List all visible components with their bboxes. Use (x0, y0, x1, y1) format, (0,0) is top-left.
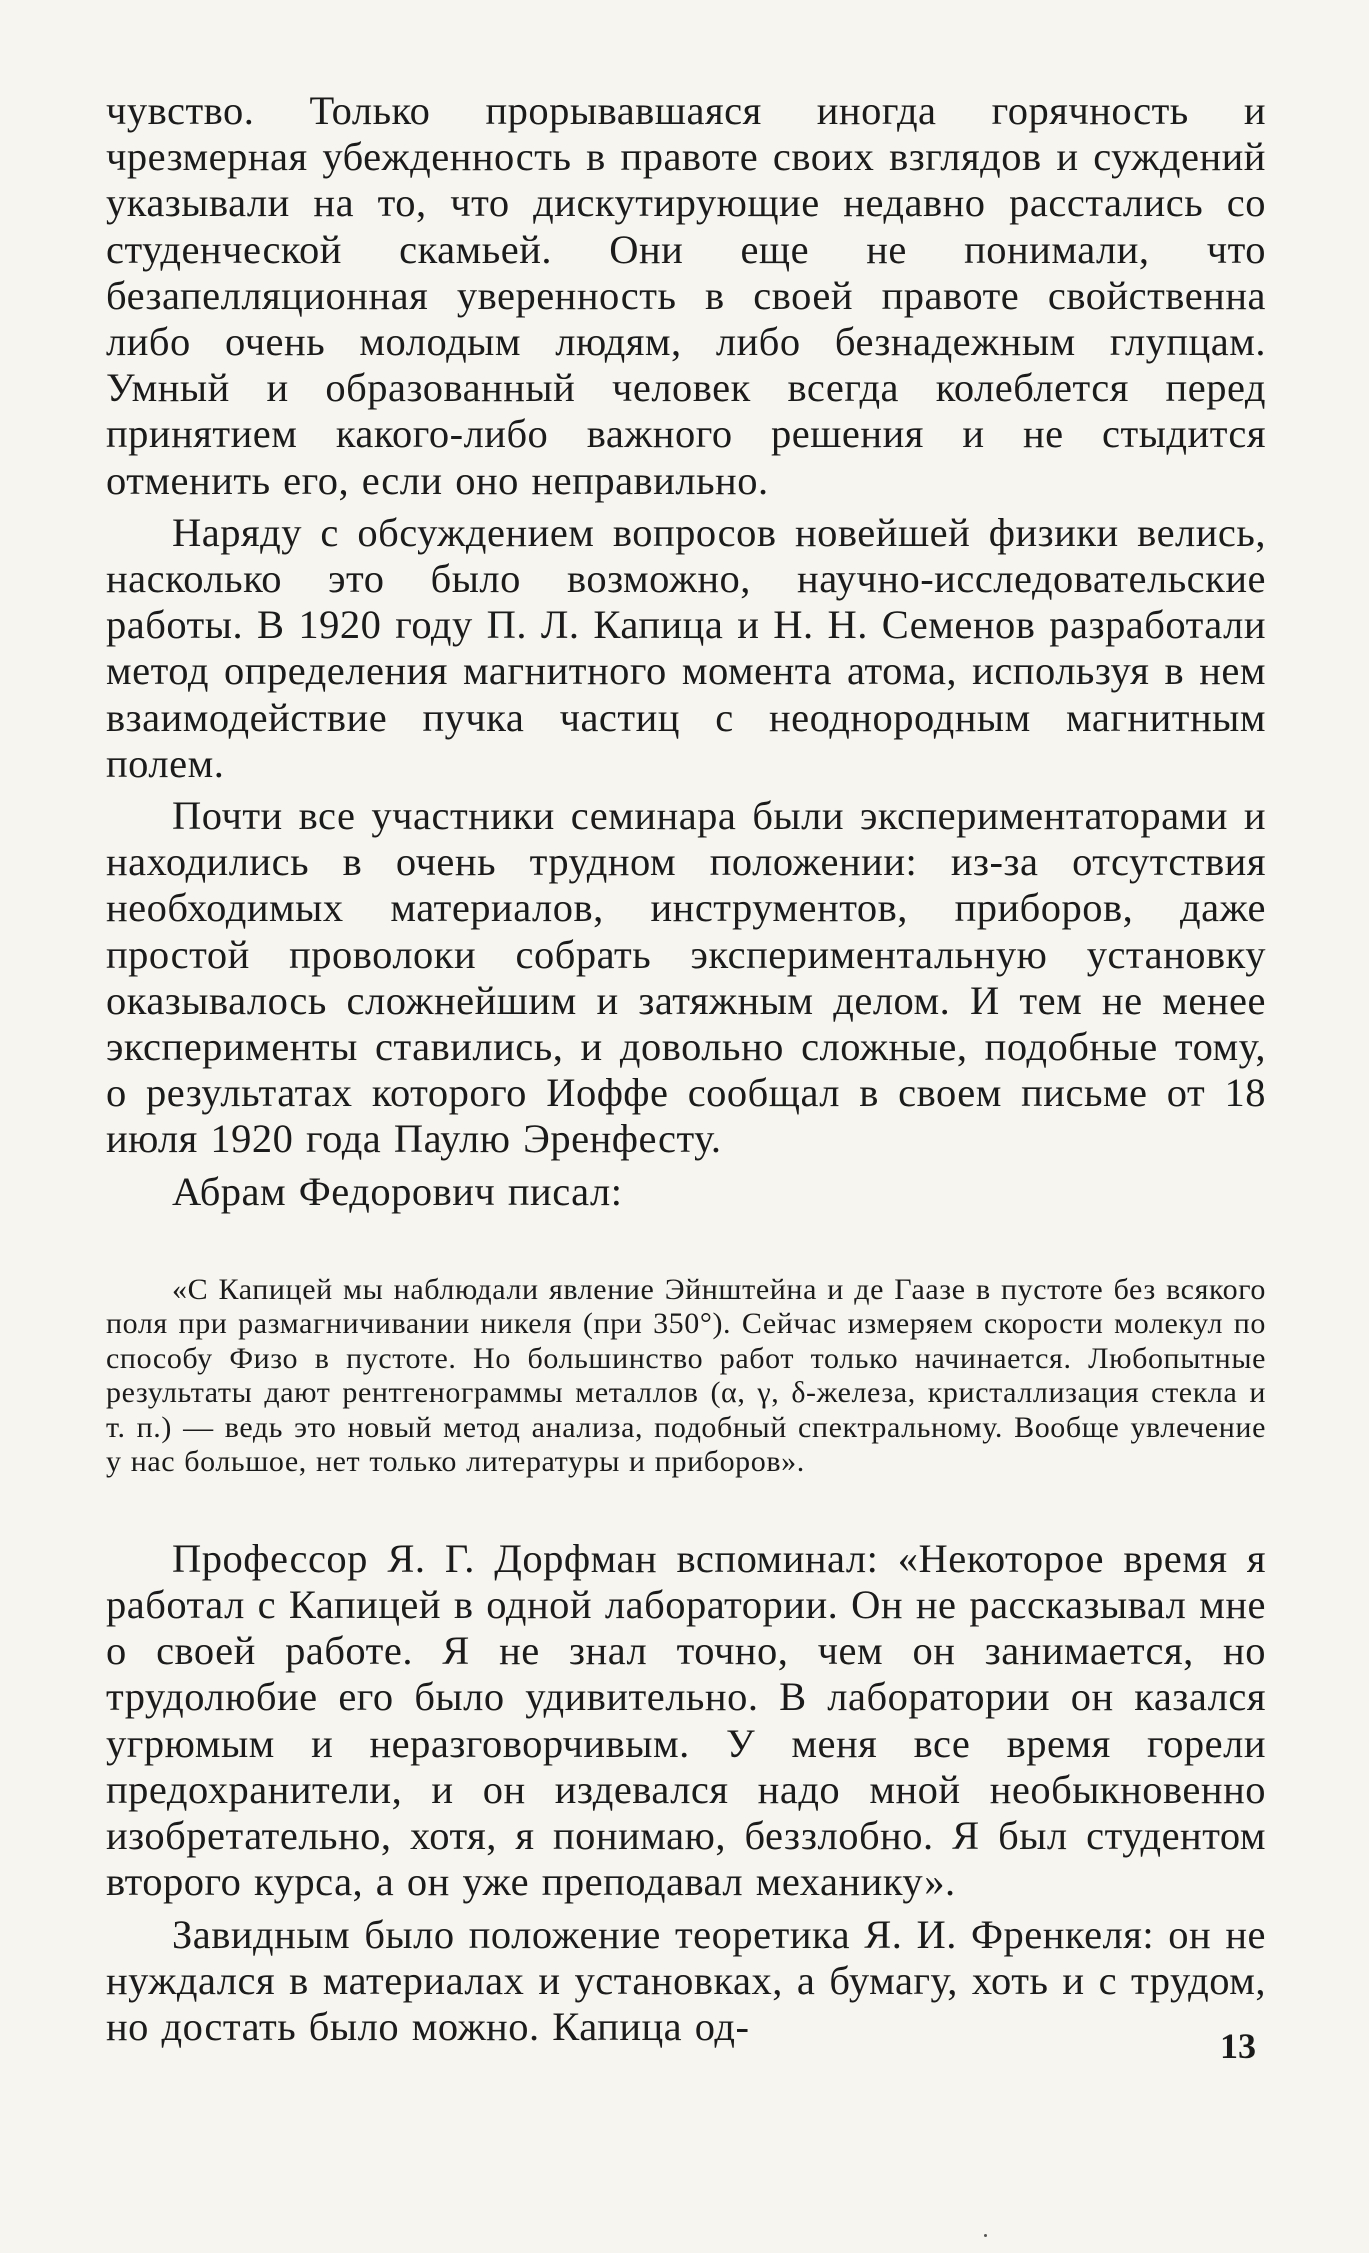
page-body (106, 88, 1266, 2050)
paragraph-6: Завидным было положение теоретика Я. И. Френкеля: он не нуждался в материалах и установках, а бумагу, хоть и с трудом, но достать было можно. Капица од- (106, 1911, 1266, 2049)
paragraph-3: Почти все участники семинара были экспериментаторами и находились в очень трудном положении: из-за отсутствия необходимых материалов, инструментов, приборов, даже простой проволоки собрать экспериментальную установку оказывалось сложнейшим и затяжным делом. И тем не менее эксперименты ставились, и довольно сложные, подобные тому, о результатах которого Иоффе сообщал в своем письме от 18 июля 1920 года Паулю Эренфесту. (106, 793, 1266, 1162)
print-speck (984, 2234, 987, 2237)
paragraph-4: Абрам Федорович писал: (172, 1168, 623, 1214)
paragraph-2: Наряду с обсуждением вопросов новейшей физики велись, насколько это было возможно, научно-исследовательские работы. В 1920 году П. Л. Капица и Н. Н. Семенов разработали метод определения магнитного момента атома, используя в нем взаимодействие пучка частиц с неоднородным магнитным полем. (106, 509, 1266, 786)
page-number: 13 (1220, 2026, 1256, 2066)
paragraph-5: Профессор Я. Г. Дорфман вспоминал: «Некоторое время я работал с Капицей в одной лаборатории. Он не рассказывал мне о своей работе. Я не знал точно, чем он занимается, но трудолюбие его было удивительно. В лаборатории он казался угрюмым и неразговорчивым. У меня все время горели предохранители, и он издевался надо мной необыкновенно изобретательно, хотя, я понимаю, беззлобно. Я был студентом второго курса, а он уже преподавал механику». (106, 1535, 1266, 1905)
block-quote: «С Капицей мы наблюдали явление Эйнштейна и де Гаазе в пустоте без всякого поля при размагничивании никеля (при 350°). Сейчас измеряем скорости молекул по способу Физо в пустоте. Но большинство работ только начинается. Любопытные результаты дают рентгенограммы металлов (α, γ, δ-железа, кристаллизация стекла и т. п.) — ведь это новый метод анализа, подобный спектральному. Вообще увлечение у нас большое, нет только литературы и приборов». (106, 1272, 1266, 1479)
paragraph-1: чувство. Только прорывавшаяся иногда горячность и чрезмерная убежденность в правоте своих взглядов и суждений указывали на то, что дискутирующие недавно расстались со студенческой скамьей. Они еще не понимали, что безапелляционная уверенность в своей правоте свойственна либо очень молодым людям, либо безнадежным глупцам. Умный и образованный человек всегда колеблется перед принятием какого-либо важного решения и не стыдится отменить его, если оно неправильно. (106, 88, 1266, 503)
